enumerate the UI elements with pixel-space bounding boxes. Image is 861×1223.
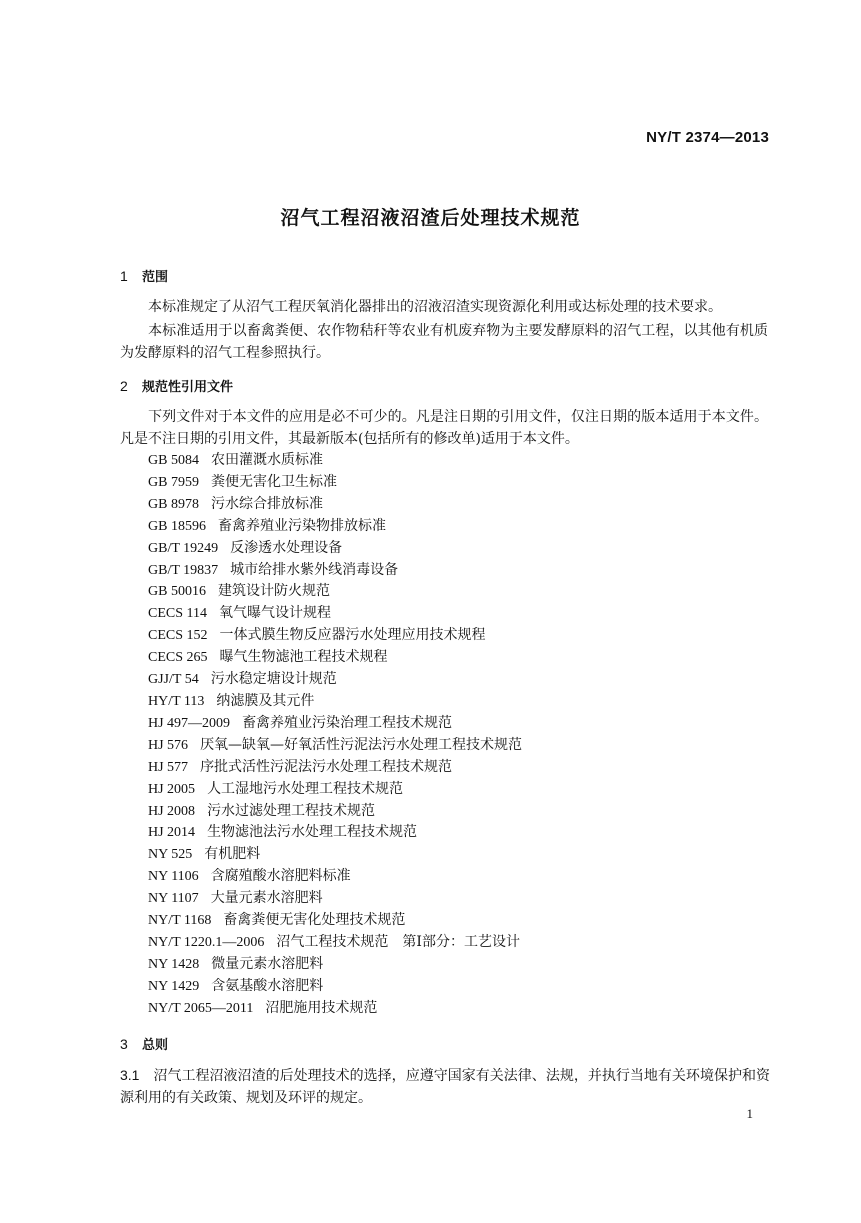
reference-title: 氧气曝气设计规程 — [219, 605, 331, 622]
reference-title: 含氨基酸水溶肥料 — [211, 977, 324, 994]
reference-title: 有机肥料 — [204, 846, 261, 863]
reference-code: HY/T 113 — [148, 693, 205, 709]
reference-code: HJ 2014 — [148, 825, 196, 841]
reference-title: 微量元素水溶肥料 — [211, 955, 324, 972]
reference-item — [148, 625, 522, 647]
reference-code: GB/T 19249 — [148, 540, 219, 556]
reference-item — [148, 998, 522, 1020]
reference-code: GB 7959 — [148, 474, 199, 490]
reference-title: 城市给排水紫外线消毒设备 — [230, 561, 399, 578]
reference-item — [148, 603, 522, 625]
section-number: 2 — [120, 378, 128, 394]
reference-item — [148, 713, 522, 735]
reference-title: 纳滤膜及其元件 — [216, 692, 315, 709]
reference-title: 反渗透水处理设备 — [230, 539, 343, 556]
reference-title: 污水综合排放标准 — [210, 495, 323, 512]
reference-title: 畜禽养殖业污染治理工程技术规范 — [242, 714, 453, 731]
reference-code: HJ 577 — [148, 759, 189, 775]
reference-item — [148, 669, 522, 691]
reference-item — [148, 844, 522, 866]
reference-title: 农田灌溉水质标准 — [210, 452, 323, 468]
reference-code: HJ 2005 — [148, 781, 196, 797]
reference-item — [148, 976, 522, 998]
reference-list — [148, 450, 522, 1020]
reference-code: GB 8978 — [148, 496, 199, 512]
reference-title: 厌氧—缺氧—好氧活性污泥法污水处理工程技术规范 — [200, 736, 523, 753]
reference-title: 污水稳定塘设计规范 — [210, 671, 337, 688]
reference-code: GB 5084 — [148, 453, 199, 468]
reference-title: 曝气生物滤池工程技术规程 — [219, 649, 388, 666]
reference-item — [148, 581, 522, 603]
document-title: 沼气工程沼液沼渣后处理技术规范 — [280, 207, 581, 229]
reference-code: HJ 2008 — [148, 803, 196, 819]
reference-title: 生物滤池法污水处理工程技术规范 — [207, 824, 418, 841]
reference-item — [148, 888, 522, 910]
reference-item — [148, 757, 522, 779]
reference-code: GB 18596 — [148, 518, 206, 534]
reference-title: 沼气工程技术规范 第Ⅰ部分：工艺设计 — [276, 933, 520, 950]
reference-item — [148, 954, 522, 976]
reference-title: 人工湿地污水处理工程技术规范 — [207, 780, 404, 797]
reference-item — [148, 779, 522, 801]
clause-3-1 — [120, 1064, 770, 1109]
reference-code: GJJ/T 54 — [148, 672, 199, 688]
section-heading-general — [120, 1034, 168, 1053]
reference-code: NY/T 1220.1—2006 — [148, 934, 265, 950]
section-number: 3 — [120, 1036, 128, 1052]
section-number: 1 — [120, 268, 128, 284]
reference-item — [148, 801, 522, 823]
reference-item — [148, 647, 522, 669]
reference-code: CECS 265 — [148, 650, 208, 666]
reference-code: GB/T 19837 — [148, 562, 219, 578]
reference-code: CECS 114 — [148, 606, 207, 622]
reference-title: 畜禽养殖业污染物排放标准 — [217, 517, 386, 534]
reference-code: NY 1107 — [148, 891, 199, 907]
reference-item — [148, 450, 522, 472]
reference-code: CECS 152 — [148, 628, 208, 644]
paragraph: 本标准适用于以畜禽粪便、农作物秸秆等农业有机废弃物为主要发酵原料的沼气工程，以其他有机质为发酵原料的沼气工程参照执行。 — [120, 323, 768, 361]
reference-code: NY 1429 — [148, 978, 200, 994]
reference-title: 大量元素水溶肥料 — [210, 890, 323, 907]
section-heading-scope — [120, 266, 168, 285]
page-number: 1 — [746, 1106, 753, 1121]
clause-text: 沼气工程沼液沼渣的后处理技术的选择，应遵守国家有关法律、法规，并执行当地有关环境保护和资源利用的有关政策、规划及环评的规定。 — [120, 1068, 770, 1106]
reference-code: NY 1428 — [148, 956, 200, 972]
reference-item — [148, 472, 522, 494]
paragraph: 本标准规定了从沼气工程厌氧消化器排出的沼液沼渣实现资源化利用或达标处理的技术要求。 — [148, 299, 722, 315]
section-title: 总则 — [142, 1038, 169, 1053]
clause-number: 3.1 — [120, 1067, 140, 1083]
reference-item — [148, 516, 522, 538]
reference-code: GB 50016 — [148, 584, 206, 600]
reference-item — [148, 910, 522, 932]
reference-title: 序批式活性污泥法污水处理工程技术规范 — [200, 758, 453, 775]
reference-title: 污水过滤处理工程技术规范 — [207, 802, 376, 819]
reference-item — [148, 866, 522, 888]
reference-code: NY 1106 — [148, 869, 199, 885]
reference-item — [148, 932, 522, 954]
section-heading-normative-references — [120, 376, 233, 395]
reference-title: 畜禽粪便无害化处理技术规范 — [223, 912, 406, 929]
reference-title: 含腐殖酸水溶肥料标准 — [210, 868, 351, 885]
standard-code: NY/T 2374—2013 — [646, 129, 769, 146]
reference-item — [148, 560, 522, 582]
reference-title: 建筑设计防火规范 — [217, 583, 330, 600]
reference-code: NY/T 1168 — [148, 913, 212, 929]
reference-item — [148, 735, 522, 757]
reference-title: 一体式膜生物反应器污水处理应用技术规程 — [219, 627, 486, 644]
reference-item — [148, 691, 522, 713]
reference-item — [148, 494, 522, 516]
reference-code: HJ 497—2009 — [148, 715, 231, 731]
paragraph: 下列文件对于本文件的应用是必不可少的。凡是注日期的引用文件，仅注日期的版本适用于本文件。凡是不注日期的引用文件，其最新版本(包括所有的修改单)适用于本文件。 — [120, 409, 768, 447]
section-title: 规范性引用文件 — [142, 380, 234, 395]
reference-item — [148, 822, 522, 844]
reference-item — [148, 538, 522, 560]
reference-title: 沼肥施用技术规范 — [265, 999, 378, 1016]
reference-code: NY 525 — [148, 847, 193, 863]
reference-code: NY/T 2065—2011 — [148, 1000, 254, 1016]
reference-title: 粪便无害化卫生标准 — [210, 473, 337, 490]
section-title: 范围 — [142, 270, 169, 285]
reference-code: HJ 576 — [148, 737, 189, 753]
